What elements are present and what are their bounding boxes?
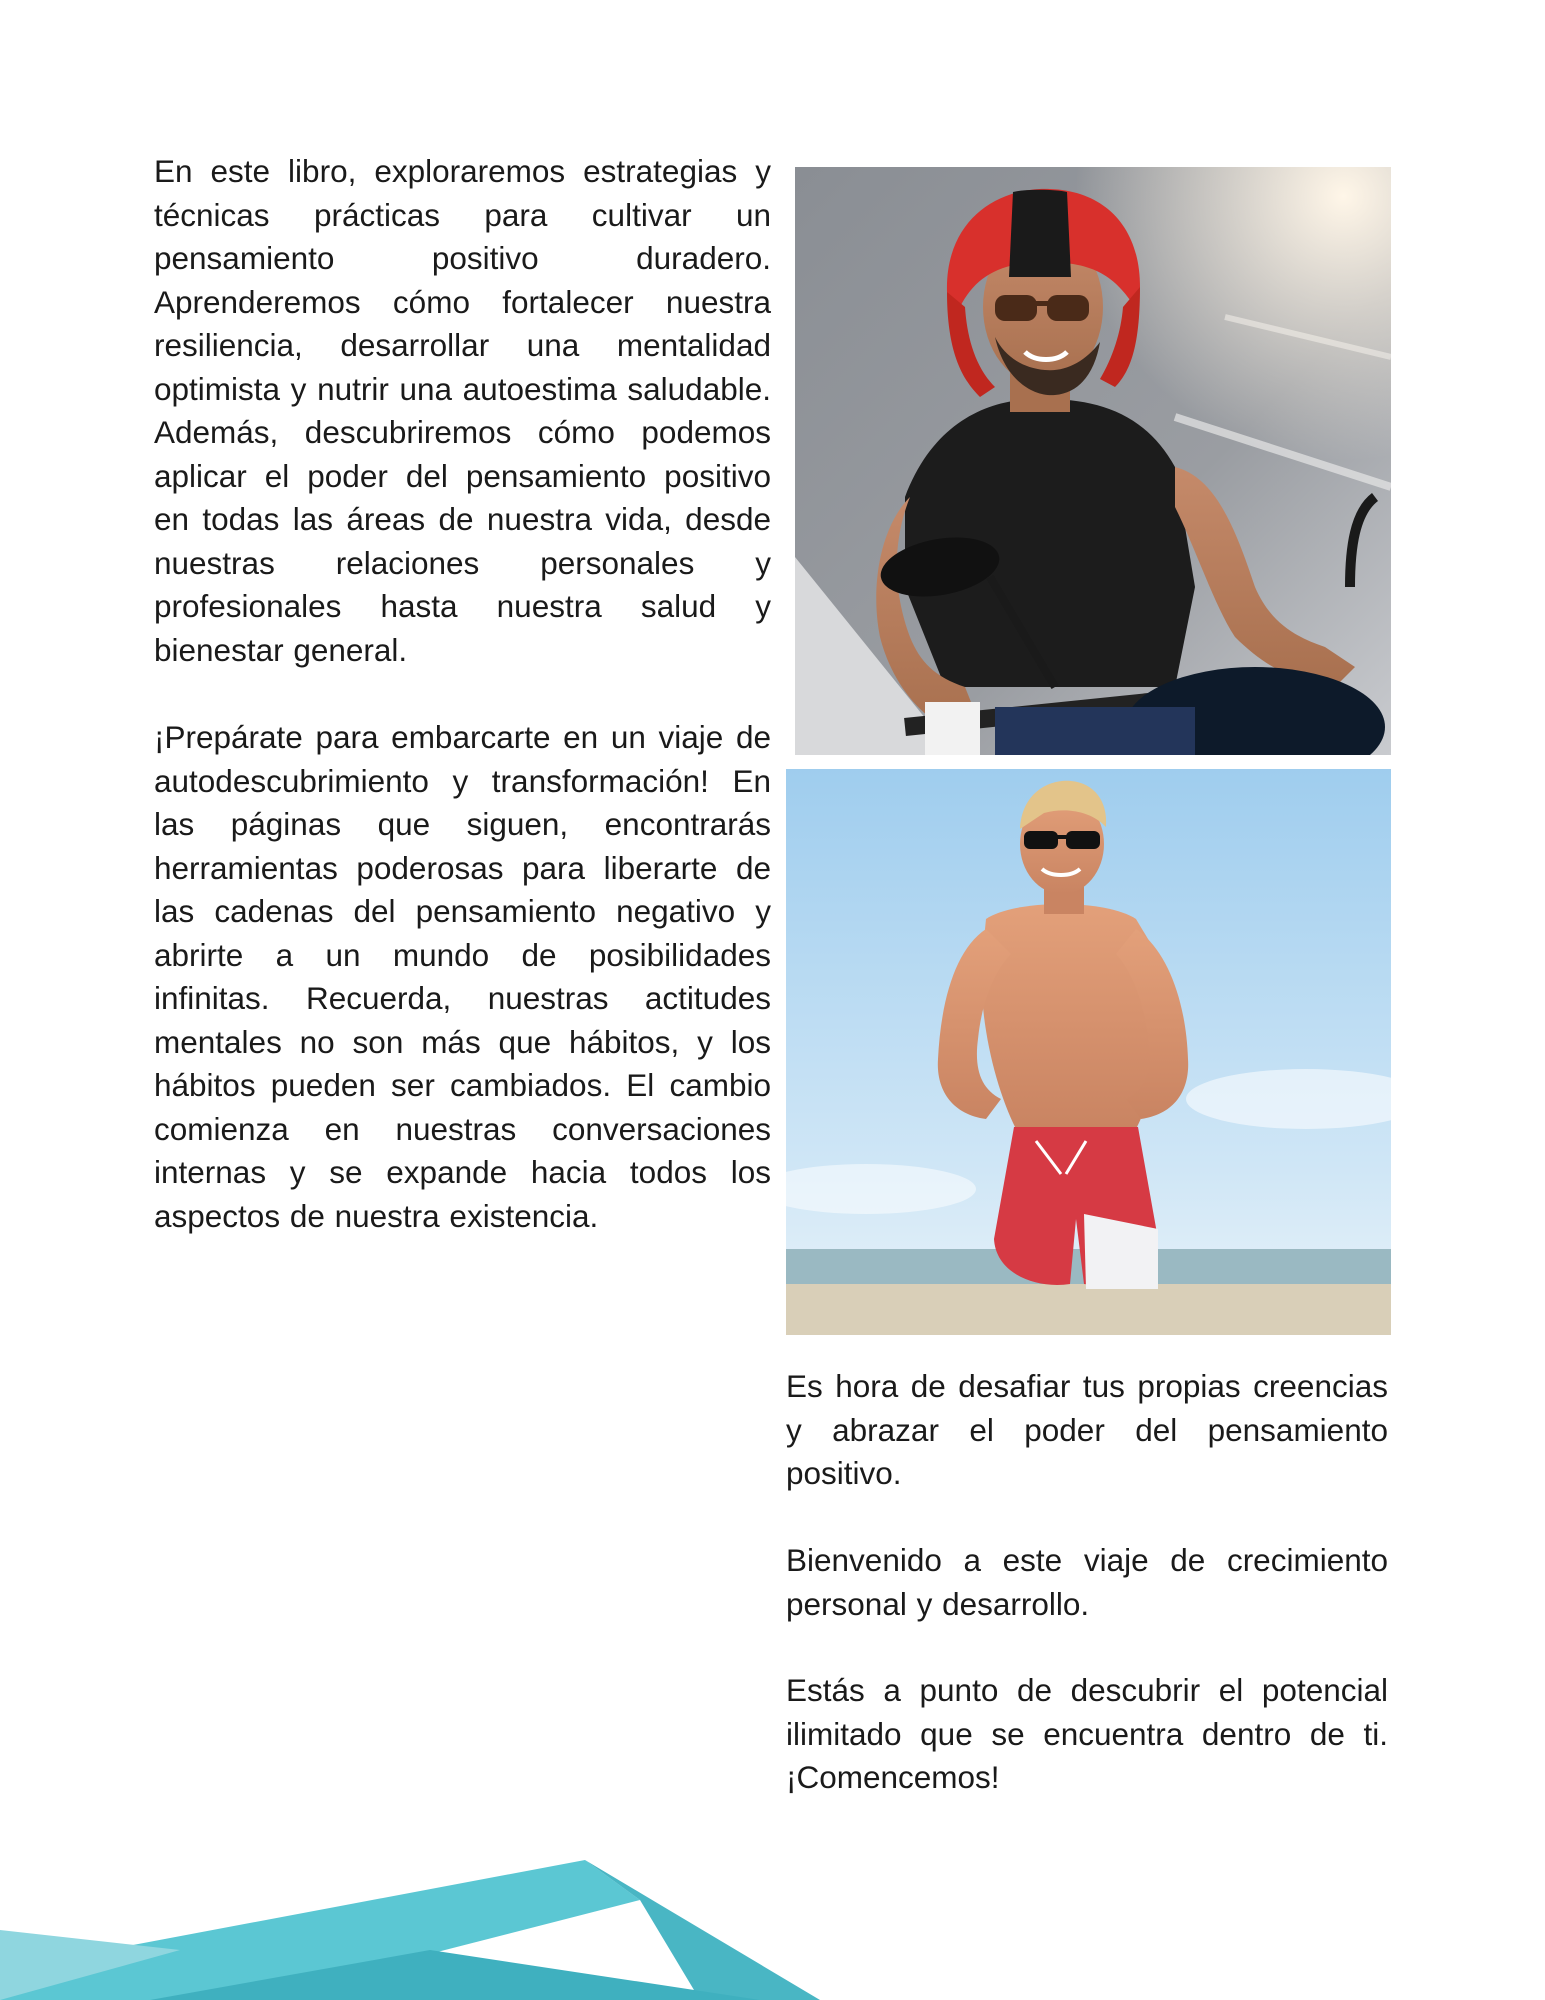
footer-decoration — [0, 1840, 1545, 2000]
scooter-photo — [795, 167, 1391, 755]
runner-photo — [786, 769, 1391, 1335]
closing-paragraph: Estás a punto de descubrir el potencial ilimitado que se encuentra dentro de ti. ¡Comencemos! — [786, 1672, 1388, 1795]
challenge-paragraph: Es hora de desafiar tus propias creencias y abrazar el poder del pensamiento positivo. — [786, 1368, 1388, 1491]
intro-paragraph: En este libro, exploraremos estrategias y técnicas prácticas para cultivar un pensamiento positivo duradero. Aprenderemos cómo fortalecer nuestra resiliencia, desarrollar una mentalidad optimista y nutrir una autoestima saludable. Además, descubriremos cómo podemos aplicar el poder del pensamiento positivo en todas las áreas de nuestra vida, desde nuestras relaciones personales y profesionales hasta nuestra salud y bienestar general. — [154, 153, 771, 668]
welcome-paragraph: Bienvenido a este viaje de crecimiento personal y desarrollo. — [786, 1542, 1388, 1622]
journey-paragraph: ¡Prepárate para embarcarte en un viaje de autodescubrimiento y transformación! En las páginas que siguen, encontrarás herramientas poderosas para liberarte de las cadenas del pensamiento negativo y abrirte a un mundo de posibilidades infinitas. Recuerda, nuestras actitudes mentales no son más que hábitos, y los hábitos pueden ser cambiados. El cambio comienza en nuestras conversaciones internas y se expande hacia todos los aspectos de nuestra existencia. — [154, 719, 771, 1234]
